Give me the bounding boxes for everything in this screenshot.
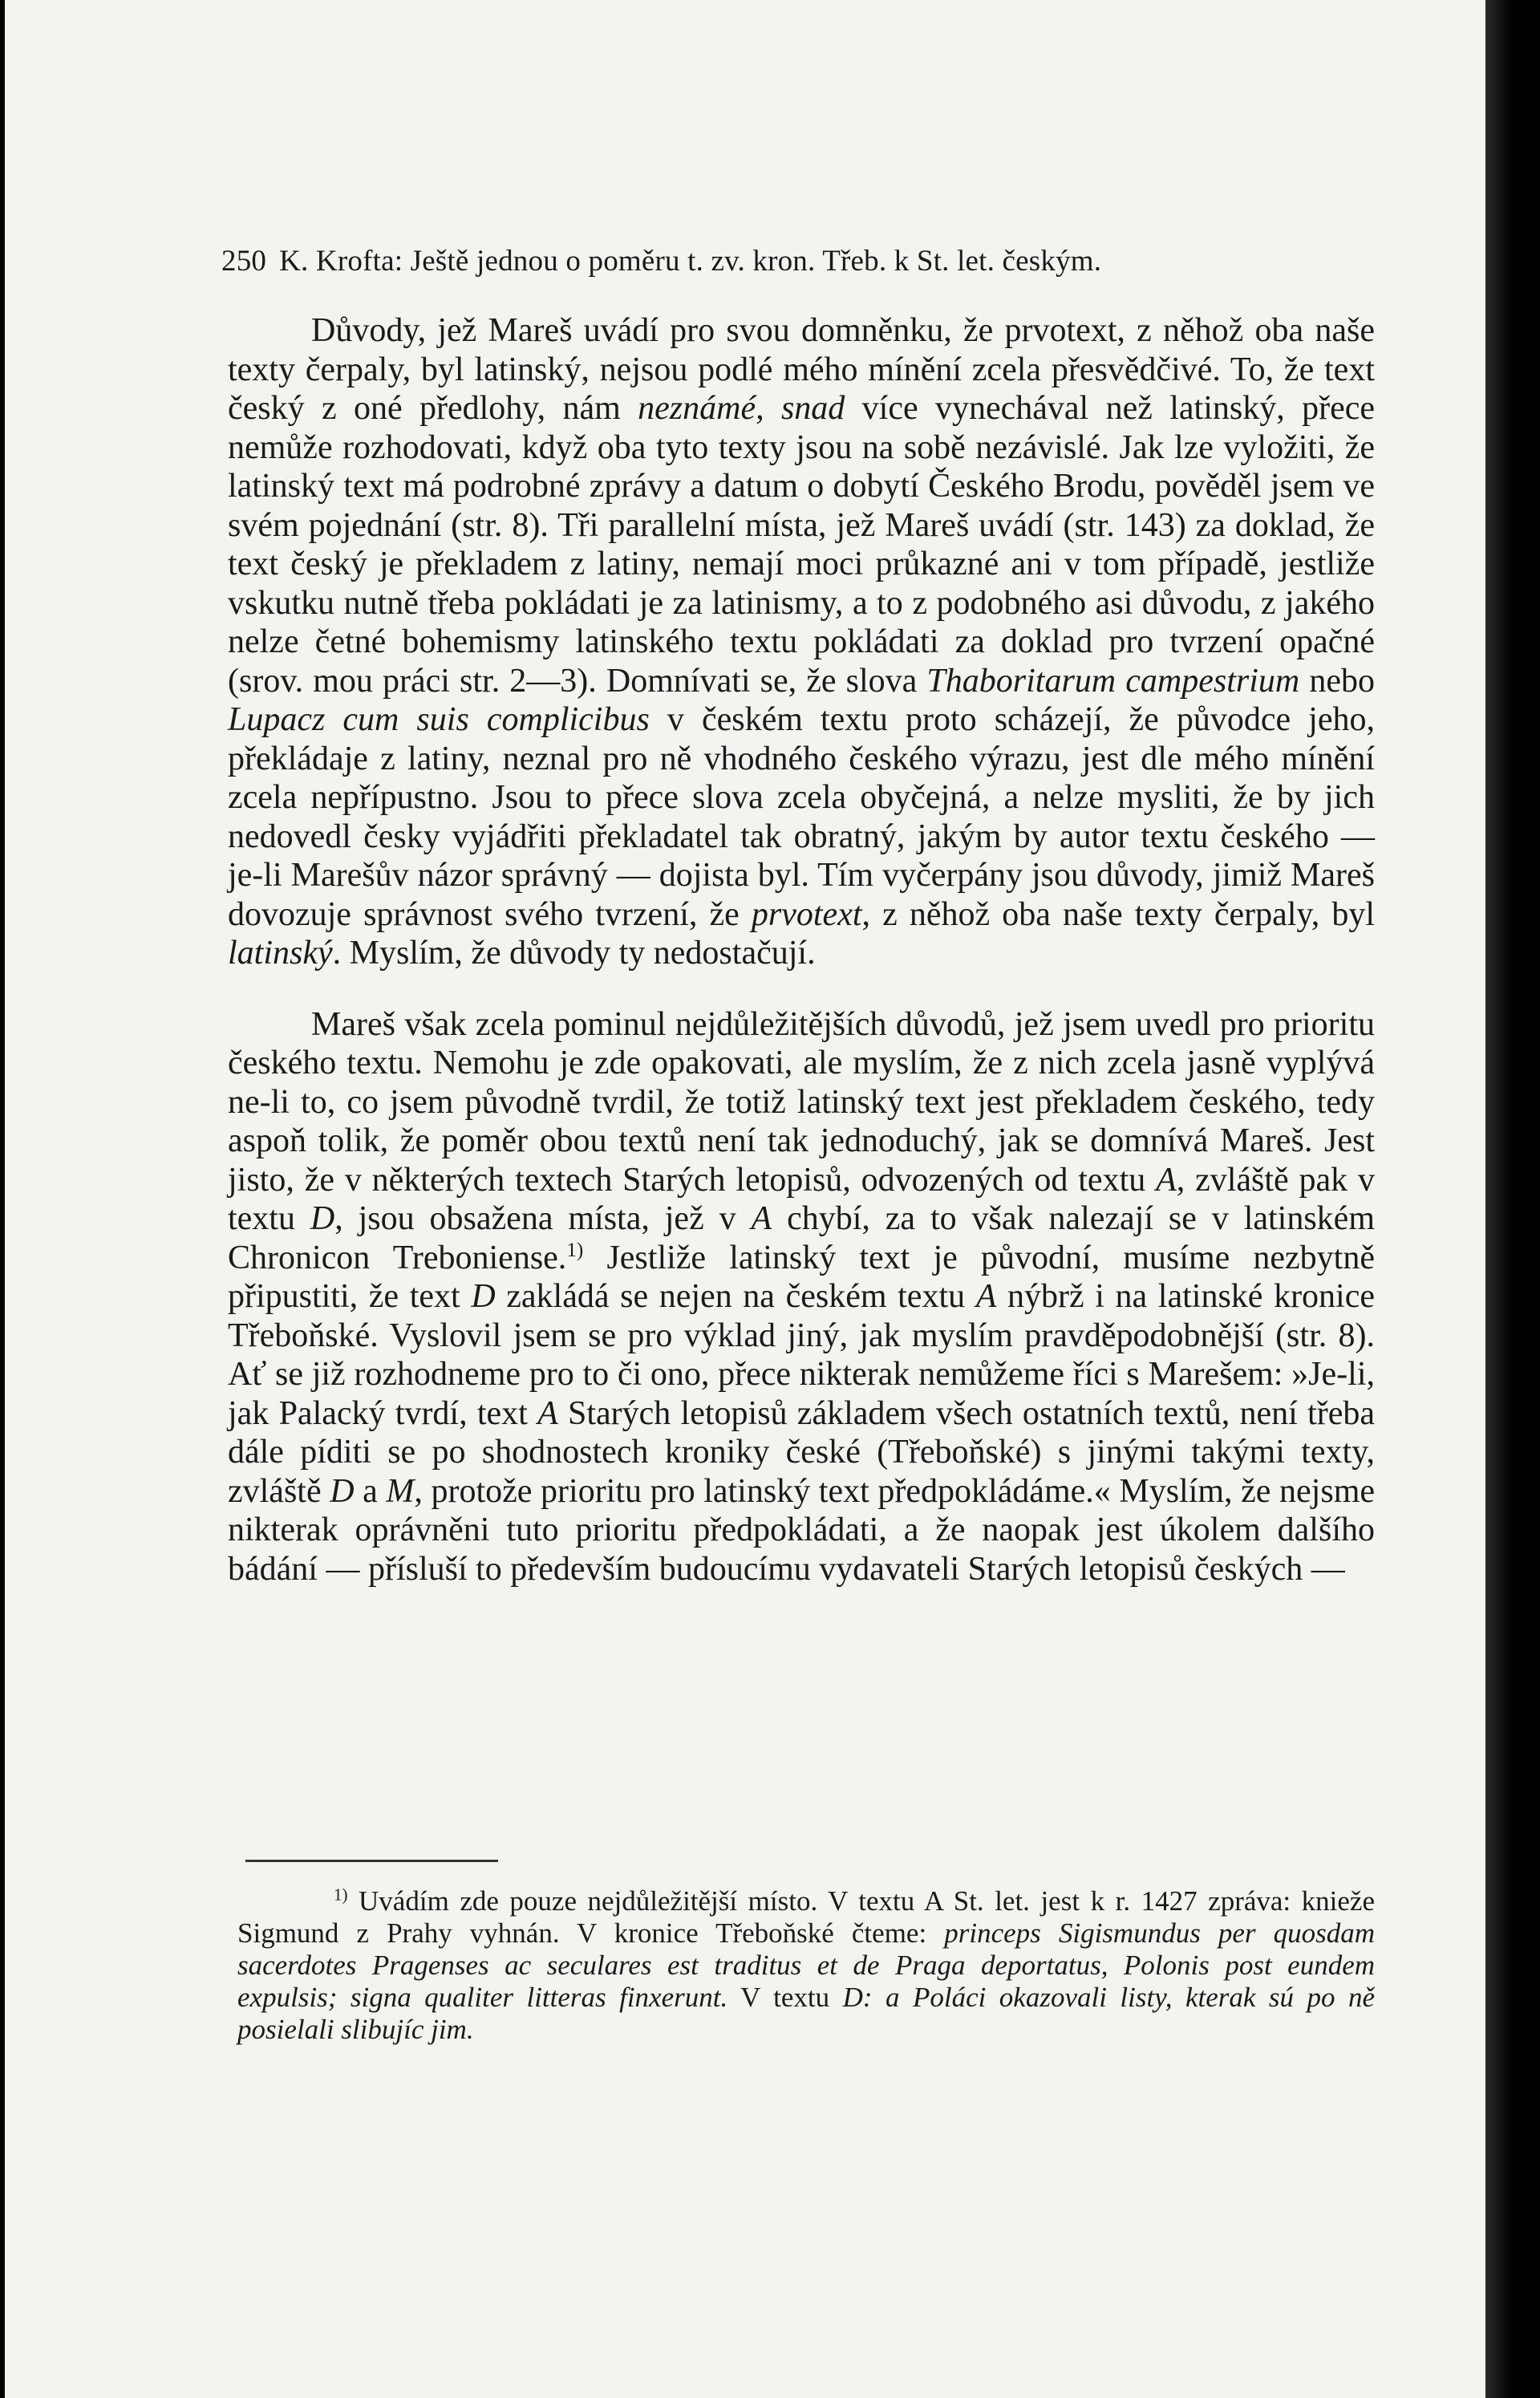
italic-span: D [310,1200,335,1237]
text-span: , jsou obsažena místa, jež v [334,1200,752,1237]
italic-span: princeps Sigismundus per quosdam sacerdotes Pragenses ac seculares est traditus et de Praga deportatus, Polonis post eundem expulsis; signa qualiter litteras finxerunt. [237,1917,1375,2013]
italic-span: D [471,1278,496,1315]
italic-span: Lupacz cum suis complicibus [228,701,650,738]
italic-span: A [537,1394,558,1432]
text-span: Uvádím zde pouze nejdůležitější místo. V textu A St. let. jest k r. 1427 zpráva: knieže Sigmund z Prahy vyhnán. V kronice Třeboňské čteme: [237,1885,1375,1949]
text-span: v českém textu proto scházejí, že původce jeho, překládaje z latiny, neznal pro ně vhodného českého výrazu, jest dle mého mínění zcela nepřípustno. Jsou to přece slova zcela obyčejná, a nelze mysliti, že by jich nedovedl česky vyjádřiti překladatel tak obratný, jakým by autor textu českého — je-li Marešův názor správný — dojista byl. Tím vyčerpány jsou důvody, jimiž Mareš dovozuje správnost svého tvrzení, že [228,701,1375,933]
paragraph-2 [228,1005,1375,1589]
footnote-reference[interactable]: 1) [566,1239,584,1261]
italic-span: prvotext [751,895,862,933]
text-span: nýbrž i na latinské kronice Třeboňské. Vyslovil jsem se pro výklad jiný, jak myslím pravděpodobnější (str. 8). Ať se již rozhodneme pro to či ono, přece nikterak nemůžeme říci s Marešem: »Je-li, jak Palacký tvrdí, text [228,1278,1376,1432]
footnote-separator [245,1860,498,1862]
paragraph-1 [228,311,1375,973]
text-span: . Myslím, že důvody ty nedostačují. [332,935,816,972]
text-span: a [354,1472,387,1510]
running-title: K. Krofta: Ještě jednou o poměru t. zv. kron. Třeb. k St. let. českým. [279,245,1102,278]
italic-span: A [975,1278,997,1315]
italic-span: neznámé, snad [638,390,845,427]
text-span: zakládá se nejen na českém textu [495,1278,976,1315]
text-span: Důvody, jež Mareš uvádí pro svou domněnku, že prvotext, z něhož oba naše texty čerpaly, byl latinský, nejsou podlé mého mínění zcela přesvědčivé. To, že text český z oné předlohy, nám [228,312,1375,427]
footnote-paragraph [237,1885,1375,2046]
italic-span: D [330,1472,355,1510]
text-span: , protože prioritu pro latinský text předpokládáme.« Myslím, že nejsme nikterak oprávněni tuto prioritu předpokládati, a že naopak jest úkolem dalšího bádání — přísluší to především budoucímu vydavateli Starých letopisů českých — [228,1472,1375,1588]
text-span: , zvláště pak v textu [228,1161,1376,1237]
footnote-mark: 1) [334,1885,348,1905]
page [5,0,1513,2398]
text-span: Mareš však zcela pominul nejdůležitějších důvodů, jež jsem uvedl pro prioritu českého textu. Nemohu je zde opakovati, ale myslím, že z nich zcela jasně vyplývá ne-li to, co jsem původně tvrdil, že totiž latinský text jest překladem českého, tedy aspoň tolik, že poměr obou textů není tak jednoduchý, jak se domnívá Mareš. Jest jisto, že v některých textech Starých letopisů, odvozených od textu [228,1005,1375,1199]
text-span: nebo [1299,662,1375,700]
text-span: Starých letopisů základem všech ostatních textů, není třeba dále píditi se po shodnostech kroniky české (Třeboňské) s jinými takými texty, zvláště [228,1394,1375,1510]
running-header [221,244,1101,278]
body-text [228,311,1375,1589]
text-span: Jestliže latinský text je původní, musíme nezbytně připustiti, že text [228,1239,1375,1315]
text-span: chybí, za to však nalezají se v latinském Chronicon Treboniense. [228,1200,1375,1276]
italic-span: latinský [228,935,333,972]
italic-span: A [751,1200,772,1237]
text-span: více vynechával než latinský, přece nemůže rozhodovati, když oba tyto texty jsou na sobě nezávislé. Jak lze vyložiti, že latinský text má podrobné zprávy a datum o dobytí Českého Brodu, pověděl jsem ve svém pojednání (str. 8). Tři parallelní místa, jež Mareš uvádí (str. 143) za doklad, že text český je překladem z latiny, nemají moci průkazné ani v tom případě, jestliže vskutku nutně třeba pokládati je za latinismy, a to z podobného asi důvodu, z jakého nelze četné bohemismy latinského textu pokládati za doklad pro tvrzení opačné (srov. mou práci str. 2—3). Domnívati se, že slova [228,390,1375,700]
text-span: , z něhož oba naše texty čerpaly, byl [861,895,1375,933]
italic-span: M [386,1472,415,1510]
italic-span: Thaboritarum campestrium [926,662,1300,700]
italic-span: A [1156,1161,1177,1199]
scan-edge [1485,0,1513,2398]
footnote [237,1885,1375,2046]
text-span: V textu [727,1982,843,2013]
page-number: 250 [221,245,267,278]
italic-span: D: a Poláci okazovali listy, kterak sú po ně posielali slibujíc jim. [237,1982,1376,2045]
